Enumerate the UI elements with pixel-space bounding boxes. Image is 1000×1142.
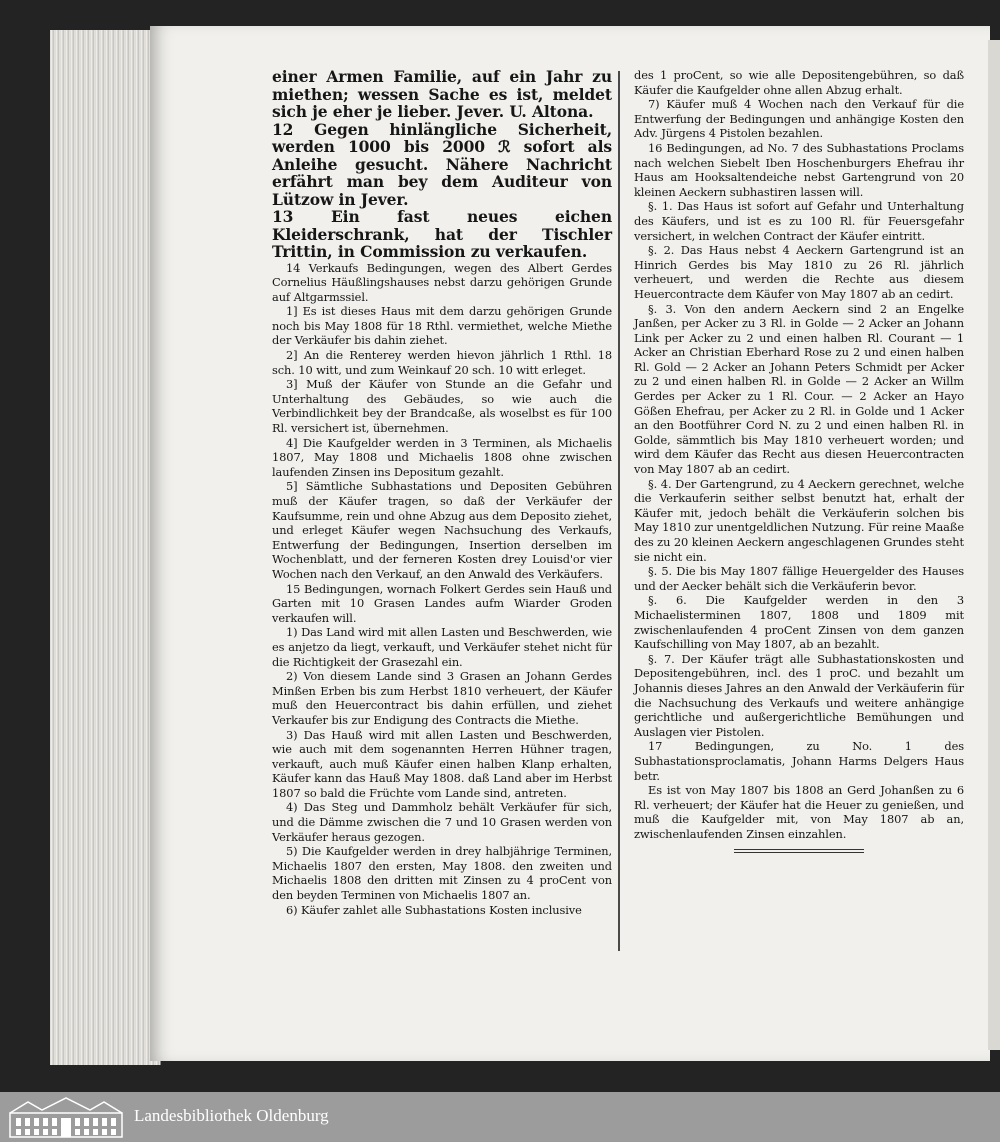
paragraph: des 1 proCent, so wie alle Depositengebühren, so daß Käufer die Kaufgelder ohne allen Abzug erhalt. xyxy=(634,68,964,97)
paragraph: 3) Das Hauß wird mit allen Lasten und Beschwerden, wie auch mit dem sogenannten Herren Hühner tragen, verkauft, auch muß Käufer einen halben Klanp erhalten, Käufer kann das Hauß May 1808. daß Land aber im Herbst 1807 so bald die Früchte vom Lande sind, antreten. xyxy=(272,727,612,800)
paragraph: §. 7. Der Käufer trägt alle Subhastationskosten und Depositengebühren, incl. des 1 proC. und bezahlt um Johannis dieses Jahres an den Anwald der Verkäuferin für die Nachsuchung des Verkaufs und weitere anhängige gerichtliche und außergerichtliche Bemühungen und Auslagen vier Pistolen. xyxy=(634,651,964,739)
paragraph: 2) Von diesem Lande sind 3 Grasen an Johann Gerdes Minßen Erben bis zum Herbst 1810 verheuert, der Käufer muß den Heuercontract bis dahin erfüllen, und ziehet Verkaufer bis zur Endigung des Contracts die Miethe. xyxy=(272,669,612,727)
paragraph: §. 5. Die bis May 1807 fällige Heuergelder des Hauses und der Aecker behält sich die Verkäuferin bevor. xyxy=(634,564,964,593)
library-building-logo-icon xyxy=(8,1096,124,1138)
paragraph: 5] Sämtliche Subhastations und Depositen Gebühren muß der Käufer tragen, so daß der Verkäufer der Kaufsumme, rein und ohne Abzug aus dem Deposito ziehet, und erleget Käufer wegen Nachsuchung des Verkaufs, Entwerfung der Bedingungen, Insertion derselben im Wochenblatt, und der ferneren Kosten drey Louisd'or vier Wochen nach den Verkauf, an den Anwald des Verkäufers. xyxy=(272,479,612,581)
book-page xyxy=(150,26,990,1061)
paragraph: 2] An die Renterey werden hievon jährlich 1 Rthl. 18 sch. 10 witt, und zum Weinkauf 20 sch. 10 witt erleget. xyxy=(272,348,612,377)
page-edges xyxy=(50,30,161,1065)
paragraph: 4] Die Kaufgelder werden in 3 Terminen, als Michaelis 1807, May 1808 und Michaelis 1808 ohne zwischen laufenden Zinsen ins Depositum gezahlt. xyxy=(272,435,612,479)
paragraph: 13 Ein fast neues eichen Kleiderschrank, hat der Tischler Trittin, in Commission zu verkaufen. xyxy=(272,207,612,261)
right-text-column xyxy=(634,68,964,853)
paragraph: 14 Verkaufs Bedingungen, wegen des Albert Gerdes Cornelius Häußlingshauses nebst darzu gehörigen Grunde auf Altgarmssiel. xyxy=(272,260,612,304)
paragraph: 16 Bedingungen, ad No. 7 des Subhastations Proclams nach welchen Siebelt Iben Hoschenburgers Ehefrau ihr Haus am Hooksaltendeiche nebst Gartengrund von 20 kleinen Aeckern subhastiren lassen will. xyxy=(634,140,964,199)
paragraph: 1] Es ist dieses Haus mit dem darzu gehörigen Grunde noch bis May 1808 für 18 Rthl. vermiethet, welche Miethe der Verkäufer bis dahin ziehet. xyxy=(272,304,612,348)
paragraph: 12 Gegen hinlängliche Sicherheit, werden 1000 bis 2000 ℛ sofort als Anleihe gesucht. Nähere Nachricht erfährt man bey dem Auditeur von Lützow in Jever. xyxy=(272,119,612,209)
paragraph: 17 Bedingungen, zu No. 1 des Subhastationsproclamatis, Johann Harms Delgers Haus betr. xyxy=(634,739,964,783)
paragraph: 7) Käufer muß 4 Wochen nach den Verkauf für die Entwerfung der Bedingungen und anhängige Kosten den Adv. Jürgens 4 Pistolen bezahlen. xyxy=(634,97,964,141)
paragraph: 1) Das Land wird mit allen Lasten und Beschwerden, wie es anjetzo da liegt, verkauft, und Verkäufer stehet nicht für die Richtigkeit der Grasezahl ein. xyxy=(272,625,612,669)
library-name: Landesbibliothek Oldenburg xyxy=(134,1106,329,1125)
paragraph: 15 Bedingungen, wornach Folkert Gerdes sein Hauß und Garten mit 10 Grasen Landes aufm Wiarder Groden verkaufen will. xyxy=(272,581,612,625)
facing-page-edge xyxy=(988,40,1000,1050)
paragraph: §. 2. Das Haus nebst 4 Aeckern Gartengrund ist an Hinrich Gerdes bis May 1810 zu 26 Rl. jährlich verheuert, und werden die Rechte aus diesem Heuercontracte dem Käufer von May 1807 ab an cedirt. xyxy=(634,243,964,301)
end-ornament-rule xyxy=(734,849,864,853)
footer-bar xyxy=(0,1092,1000,1142)
paragraph: 4) Das Steg und Dammholz behält Verkäufer für sich, und die Dämme zwischen die 7 und 10 Grasen werden von Verkäufer heraus gezogen. xyxy=(272,800,612,844)
paragraph: einer Armen Familie, auf ein Jahr zu miethen; wessen Sache es ist, meldet sich je eher je lieber. Jever. U. Altona. xyxy=(272,67,612,121)
paragraph: §. 3. Von den andern Aeckern sind 2 an Engelke Janßen, per Acker zu 3 Rl. in Golde — 2 Acker an Johann Link per Acker zu 2 und einen halben Rl. Courant — 1 Acker an Christian Eberhard Rose zu 2 und einen halben Rl. Gold — 2 Acker an Johann Peters Schmidt per Acker zu 2 und einen halben Rl. in Golde — 2 Acker an Willm Gerdes per Acker zu 1 Rl. Cour. — 2 Acker an Hayo Gößen Ehefrau, per Acker zu 2 Rl. in Golde und 1 Acker an den Bootführer Cord N. zu 2 und einen halben Rl. in Golde, sämmtlich bis May 1810 verheuert worden; und wird dem Käufer das Recht aus diesen Heuercontracten von May 1807 ab an cedirt. xyxy=(634,301,964,477)
paragraph: 5) Die Kaufgelder werden in drey halbjährige Terminen, Michaelis 1807 den ersten, May 1808. den zweiten und Michaelis 1808 den dritten mit Zinsen zu 4 proCent von den beyden Terminen von Michaelis 1807 an. xyxy=(272,844,612,903)
paragraph: §. 6. Die Kaufgelder werden in den 3 Michaelisterminen 1807, 1808 und 1809 mit zwischenlaufenden 4 proCent Zinsen von dem ganzen Kaufschilling von May 1807, ab an bezahlt. xyxy=(634,593,964,652)
column-divider xyxy=(618,71,620,951)
paragraph: 6) Käufer zahlet alle Subhastations Kosten inclusive xyxy=(286,902,582,917)
left-text-column xyxy=(272,68,612,917)
paragraph: §. 4. Der Gartengrund, zu 4 Aeckern gerechnet, welche die Verkauferin seither selbst benutzt hat, erhalt der Käufer mit, jedoch behält die Verkäuferin solchen bis May 1810 zur unentgeldlichen Nutzung. Für reine Maaße des zu 20 kleinen Aeckern angeschlagenen Grundes steht sie nicht ein. xyxy=(634,476,964,564)
paragraph: Es ist von May 1807 bis 1808 an Gerd Johanßen zu 6 Rl. verheuert; der Käufer hat die Heuer zu genießen, und muß die Kaufgelder mit, von May 1807 ab an, zwischenlaufenden Zinsen einzahlen. xyxy=(634,783,964,841)
paragraph: §. 1. Das Haus ist sofort auf Gefahr und Unterhaltung des Käufers, und ist es zu 100 Rl. für Feuersgefahr versichert, in welchen Contract der Käufer eintritt. xyxy=(634,199,964,243)
paragraph: 3] Muß der Käufer von Stunde an die Gefahr und Unterhaltung des Gebäudes, so wie auch die Verbindlichkeit bey der Brandcaße, als woselbst es für 100 Rl. versichert ist, übernehmen. xyxy=(272,377,612,436)
